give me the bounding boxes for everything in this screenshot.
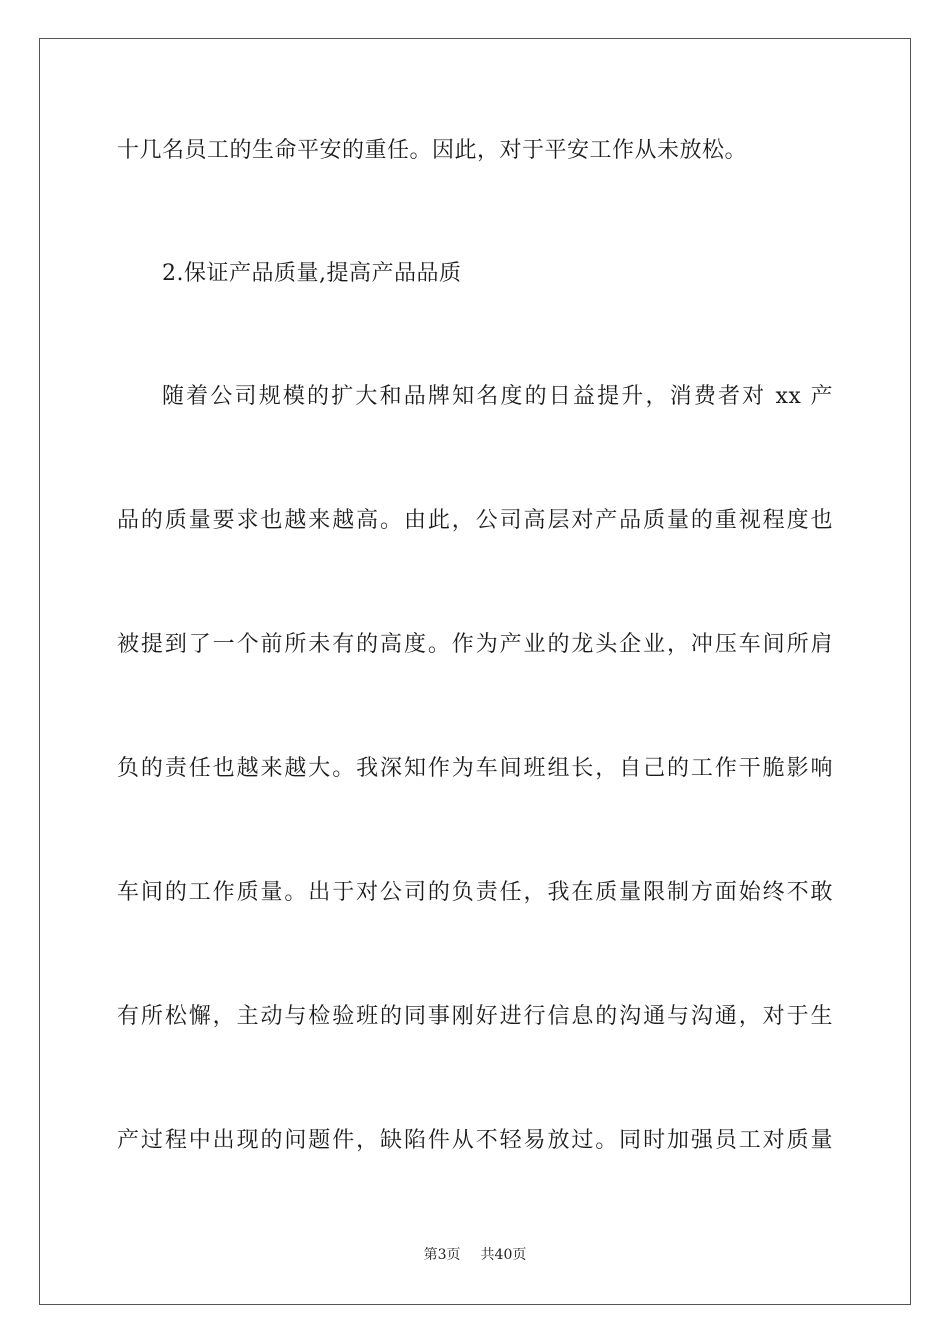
text-line-6: 负的责任也越来越大。我深知作为车间班组长，自己的工作干脆影响	[117, 756, 833, 781]
text-line-9: 产过程中出现的问题件，缺陷件从不轻易放过。同时加强员工对质量	[117, 1128, 833, 1153]
total-pages: 共40页	[480, 1247, 527, 1263]
text-line-4: 品的质量要求也越来越高。由此，公司高层对产品质量的重视程度也	[117, 508, 833, 533]
page-footer	[0, 1245, 950, 1265]
text-line-5: 被提到了一个前所未有的高度。作为产业的龙头企业，冲压车间所肩	[117, 632, 833, 657]
text-line-3: 随着公司规模的扩大和品牌知名度的日益提升，消费者对 xx 产	[162, 384, 833, 409]
text-line-1: 十几名员工的生命平安的重任。因此，对于平安工作从未放松。	[117, 138, 748, 163]
text-line-7: 车间的工作质量。出于对公司的负责任，我在质量限制方面始终不敢	[117, 880, 833, 905]
text-line-8: 有所松懈，主动与检验班的同事刚好进行信息的沟通与沟通，对于生	[117, 1004, 833, 1029]
page-number: 第3页	[423, 1247, 461, 1263]
section-heading: 2.保证产品质量,提高产品品质	[162, 261, 462, 286]
page-border	[39, 38, 911, 1305]
